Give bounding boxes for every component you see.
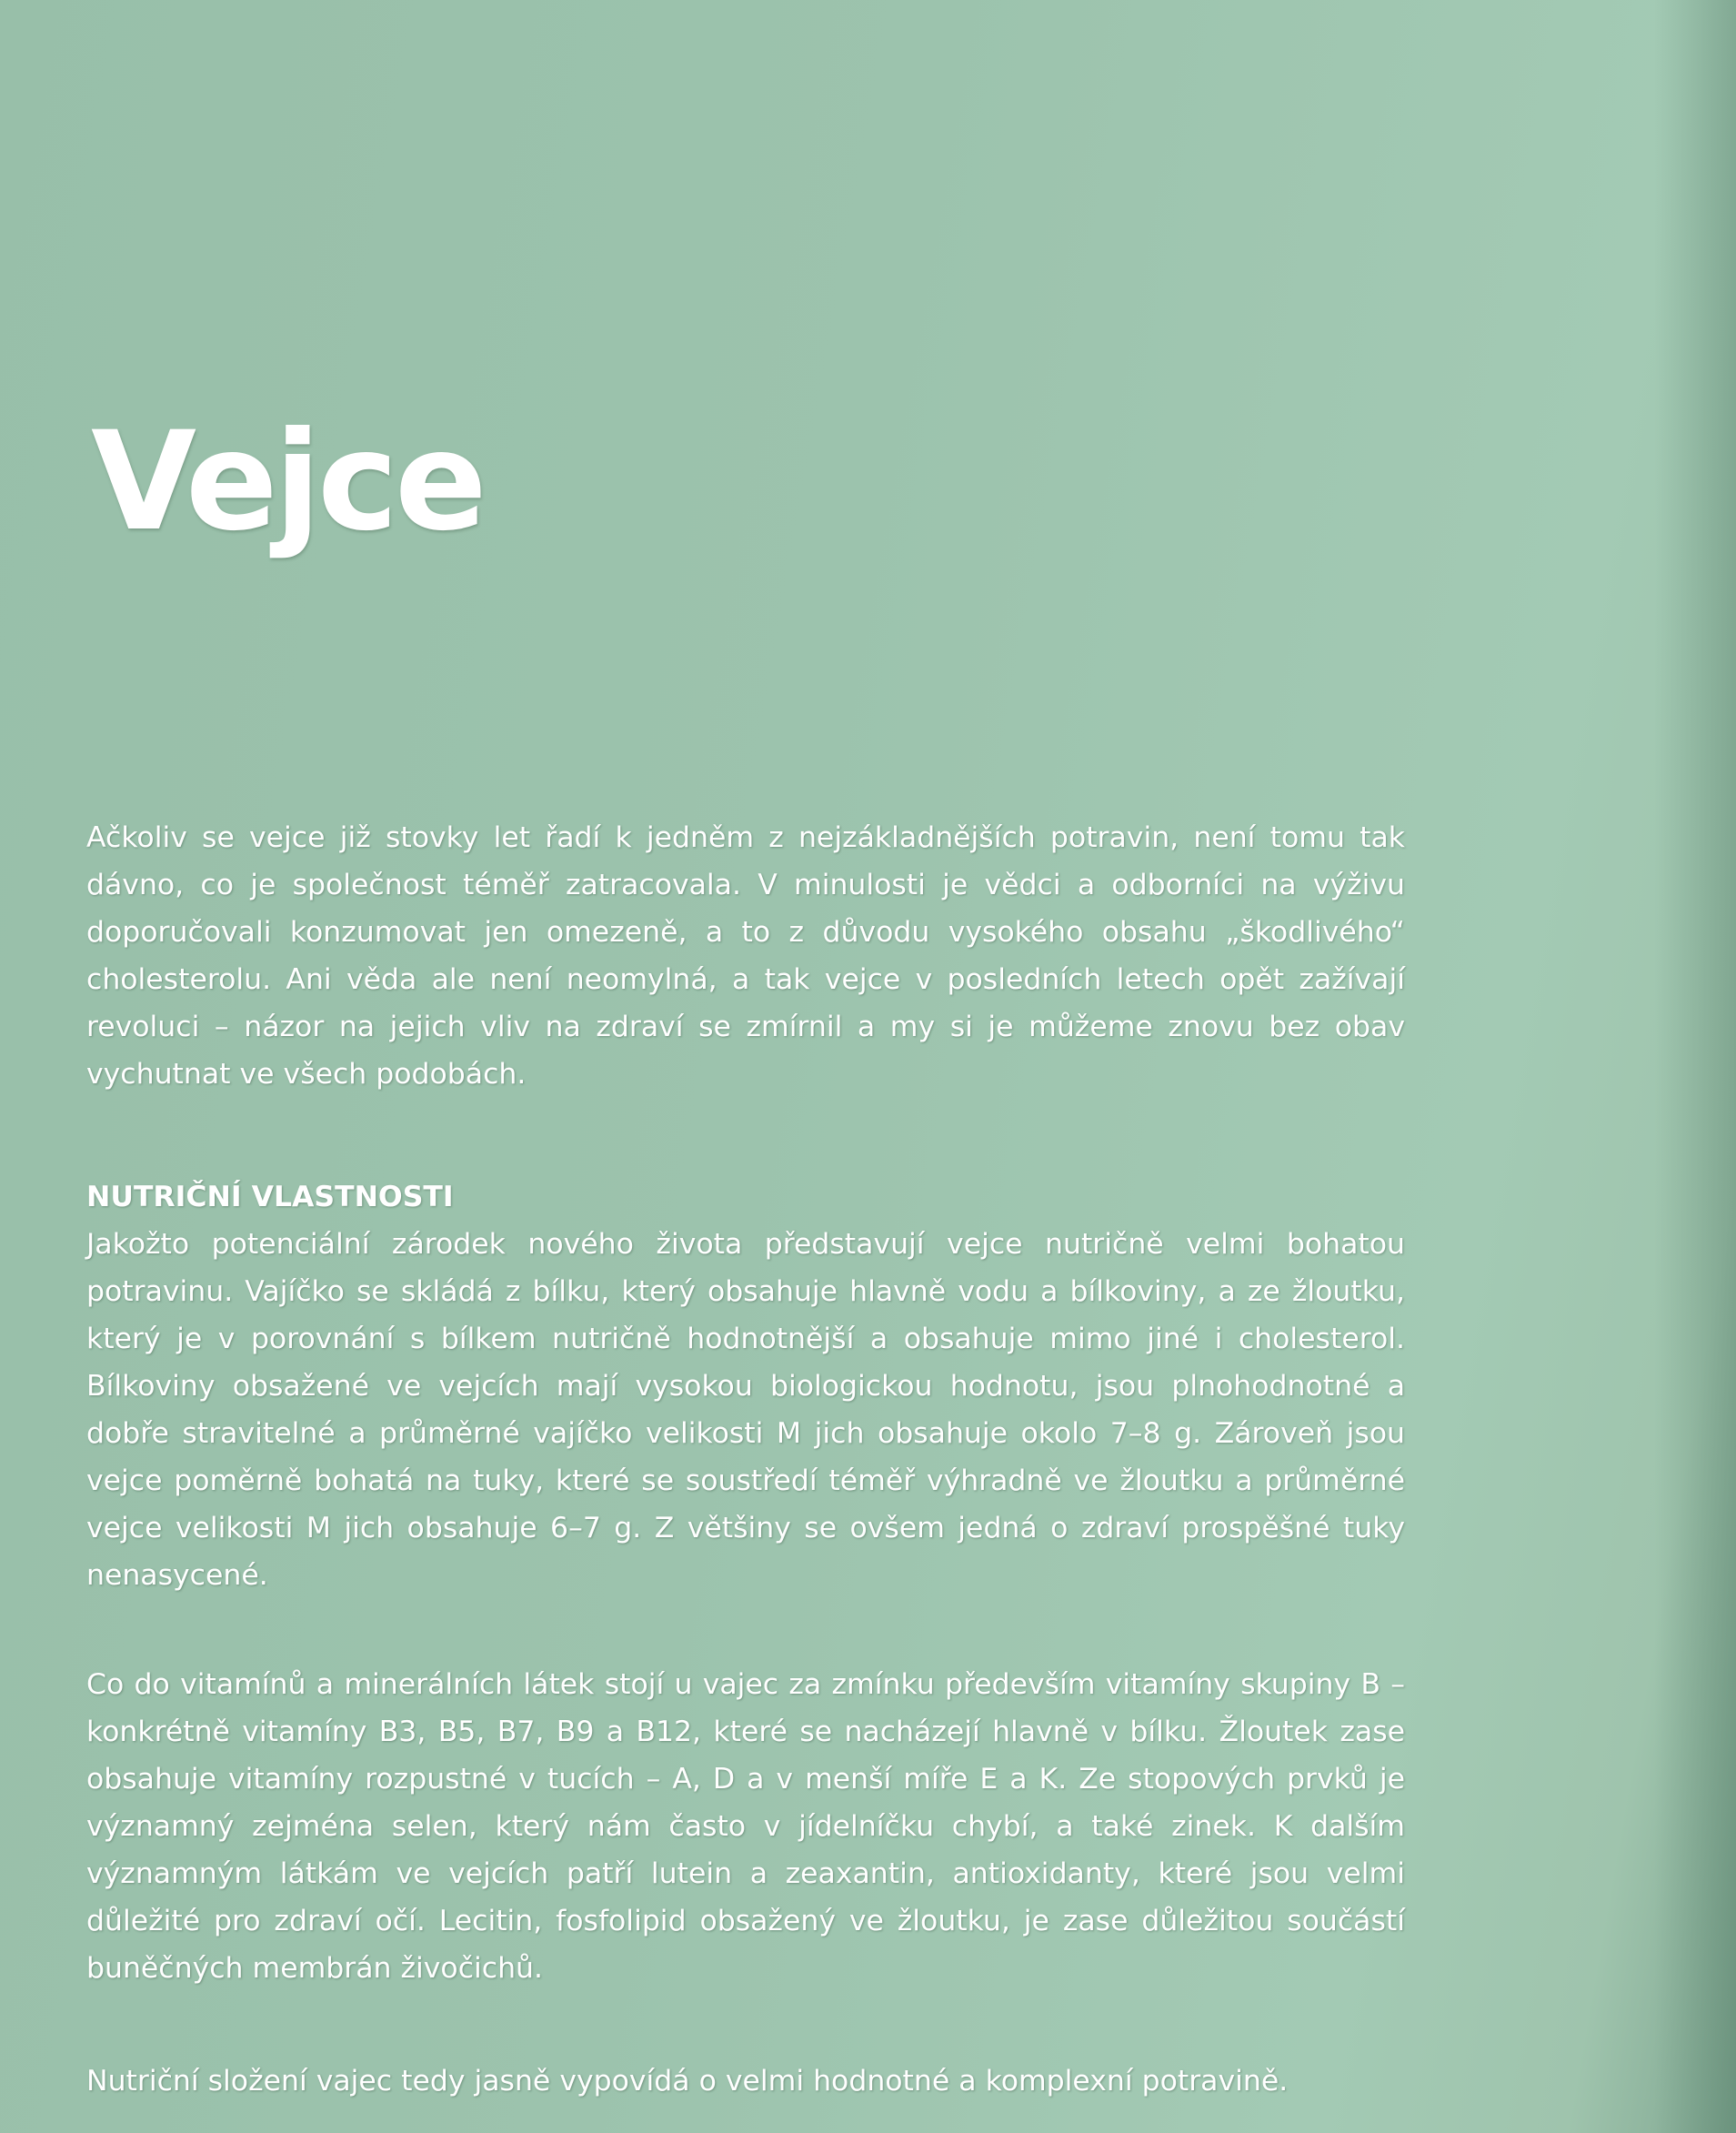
page-title: Vejce — [91, 403, 484, 561]
section-heading: NUTRIČNÍ VLASTNOSTI — [86, 1181, 454, 1213]
summary-paragraph: Nutriční složení vajec tedy jasně vypovídá o velmi hodnotné a komplexní potravině. — [86, 2065, 1289, 2098]
nutrition-paragraph: Jakožto potenciální zárodek nového života představují vejce nutričně velmi bohatou potravinu. Vajíčko se skládá z bílku, který obsahuje hlavně vodu a bílkoviny, a ze žloutku, který je v porovnání s bílkem nutričně hodnotnější a obsahuje mimo jiné i cholesterol. Bílkoviny obsažené ve vejcích mají vysokou biologickou hodnotu, jsou plnohodnotné a dobře stravitelné a průměrné vajíčko velikosti M jich obsahuje okolo 7–8 g. Zároveň jsou vejce poměrně bohatá na tuky, které se soustředí téměř výhradně ve žloutku a průměrné vejce velikosti M jich obsahuje 6–7 g. Z většiny se ovšem jedná o zdraví prospěšné tuky nenasycené. — [86, 1228, 1405, 1592]
intro-paragraph: Ačkoliv se vejce již stovky let řadí k jedněm z nejzákladnějších potravin, není tomu tak dávno, co je společnost téměř zatracovala. V minulosti je vědci a odborníci na výživu doporučovali konzumovat jen omezeně, a to z důvodu vysokého obsahu „škodlivého“ cholesterolu. Ani věda ale není neomylná, a tak vejce v posledních letech opět zažívají revoluci – názor na jejich vliv na zdraví se zmírnil a my si je můžeme znovu bez obav vychutnat ve všech podobách. — [86, 821, 1405, 1091]
vitamins-paragraph: Co do vitamínů a minerálních látek stojí u vajec za zmínku především vitamíny skupiny B – konkrétně vitamíny B3, B5, B7, B9 a B12, které se nacházejí hlavně v bílku. Žloutek zase obsahuje vitamíny rozpustné v tucích – A, D a v menší míře E a K. Ze stopových prvků je významný zejména selen, který nám často v jídelníčku chybí, a také zinek. K dalším významným látkám ve vejcích patří lutein a zeaxantin, antioxidanty, které jsou velmi důležité pro zdraví očí. Lecitin, fosfolipid obsažený ve žloutku, je zase důležitou součástí buněčných membrán živočichů. — [86, 1668, 1405, 1985]
page-edge-shadow — [1654, 0, 1736, 2133]
